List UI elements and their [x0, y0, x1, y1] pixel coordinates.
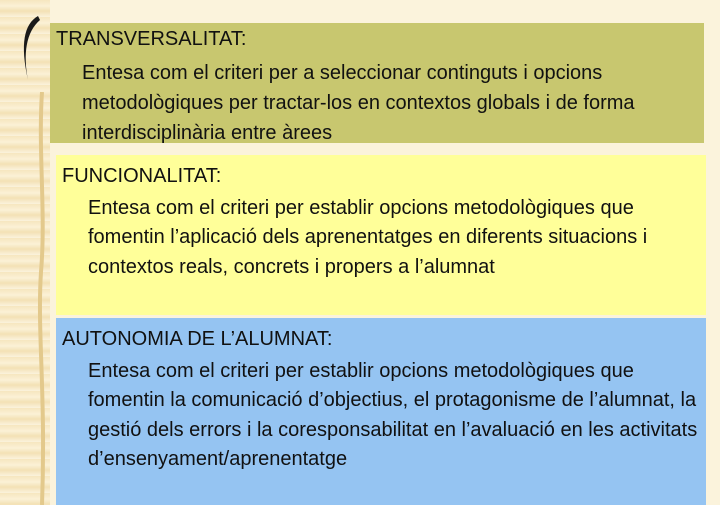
vertical-thread-ornament [36, 92, 48, 505]
section-title: FUNCIONALITAT: [62, 165, 222, 187]
section-title: TRANSVERSALITAT: [56, 28, 247, 50]
section-transversalitat [50, 23, 704, 143]
section-body: Entesa com el criteri per establir opcions metodològiques que fomentin l’aplicació dels aprenentatges en diferents situacions i contextos reals, concrets i propers a l’alumnat [88, 196, 648, 278]
section-autonomia [56, 318, 706, 505]
section-body: Entesa com el criteri per a seleccionar continguts i opcions metodològiques per tractar-los en contextos globals i de forma interdisciplinària entre àrees [82, 61, 635, 144]
section-title: AUTONOMIA DE L’ALUMNAT: [62, 328, 333, 350]
section-funcionalitat [56, 155, 706, 315]
bracket-ornament-icon [14, 14, 54, 84]
section-body: Entesa com el criteri per establir opcions metodològiques que fomentin la comunicació d’objectius, el protagonisme de l’alumnat, la gestió dels errors i la coresponsabilitat en l’avaluació en les activitats d’ensenyament/aprenentatge [88, 359, 698, 470]
